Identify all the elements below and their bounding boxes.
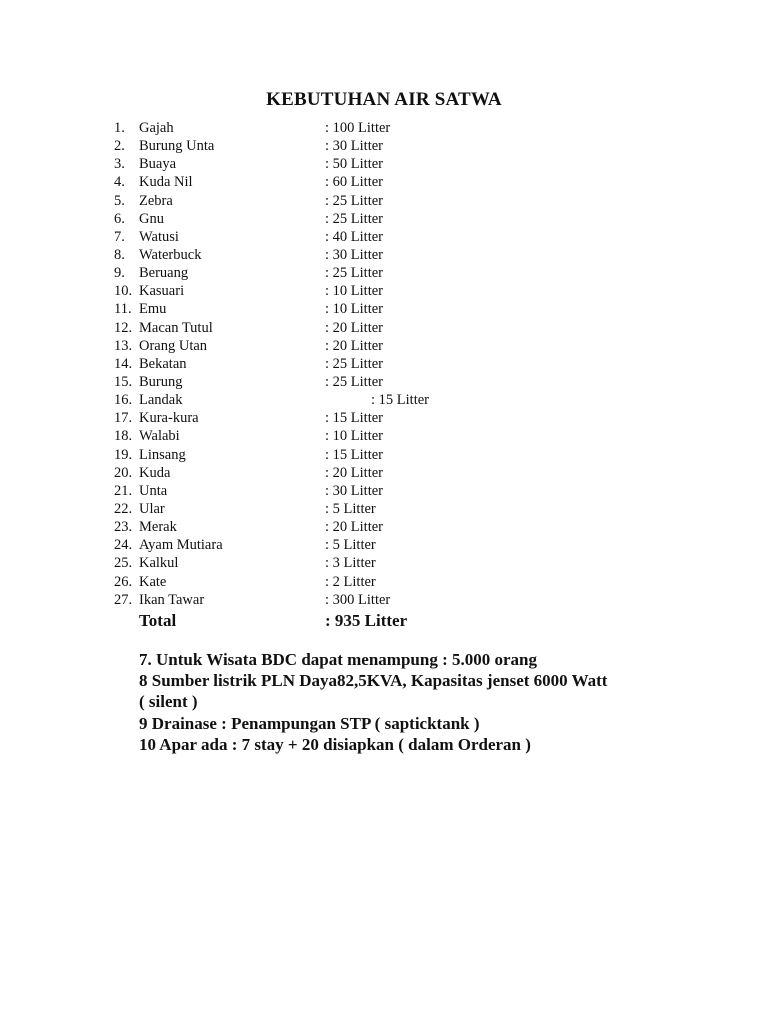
list-item	[0, 173, 768, 191]
list-item	[0, 446, 768, 464]
item-number: 14.	[114, 355, 133, 372]
water-needs-list	[0, 119, 768, 609]
water-amount: : 25 Litter	[325, 265, 383, 282]
water-amount: : 15 Litter	[371, 392, 429, 409]
animal-name: Ular	[139, 500, 165, 517]
item-number: 18.	[114, 428, 133, 445]
item-number: 7.	[114, 228, 125, 245]
animal-name: Orang Utan	[139, 337, 208, 354]
list-item	[0, 464, 768, 482]
item-number: 26.	[114, 573, 133, 590]
water-amount: : 20 Litter	[325, 464, 383, 481]
item-number: 22.	[114, 500, 133, 517]
animal-name: Linsang	[139, 446, 186, 463]
total-value: : 935 Litter	[325, 611, 408, 630]
item-number: 2.	[114, 138, 125, 155]
animal-name: Kalkul	[139, 555, 179, 572]
item-number: 11.	[114, 301, 132, 318]
animal-name: Kura-kura	[139, 410, 199, 427]
item-number: 21.	[114, 482, 133, 499]
animal-name: Buaya	[139, 156, 177, 173]
animal-name: Bekatan	[139, 355, 187, 372]
list-item	[0, 210, 768, 228]
water-amount: : 30 Litter	[325, 138, 383, 155]
water-amount: : 300 Litter	[325, 591, 391, 608]
water-amount: : 2 Litter	[325, 573, 376, 590]
list-item	[0, 482, 768, 500]
water-amount: : 40 Litter	[325, 228, 383, 245]
water-amount: : 25 Litter	[325, 355, 383, 372]
list-item	[0, 155, 768, 173]
animal-name: Kuda Nil	[139, 174, 193, 191]
water-amount: : 60 Litter	[325, 174, 383, 191]
water-amount: : 20 Litter	[325, 519, 383, 536]
animal-name: Ayam Mutiara	[139, 537, 223, 554]
water-amount: : 20 Litter	[325, 337, 383, 354]
list-item	[0, 409, 768, 427]
list-item	[0, 246, 768, 264]
water-amount: : 3 Litter	[325, 555, 376, 572]
water-amount: : 25 Litter	[325, 192, 383, 209]
item-number: 23.	[114, 519, 133, 536]
note-power-source: 8 Sumber listrik PLN Daya82,5KVA, Kapasitas jenset 6000 Watt	[139, 671, 608, 691]
note-fire-extinguisher: 10 Apar ada : 7 stay + 20 disiapkan ( dalam Orderan )	[139, 734, 531, 754]
list-item	[0, 536, 768, 554]
item-number: 3.	[114, 156, 125, 173]
animal-name: Gnu	[139, 210, 164, 227]
animal-name: Walabi	[139, 428, 180, 445]
list-item	[0, 319, 768, 337]
list-item	[0, 554, 768, 572]
animal-name: Kate	[139, 573, 167, 590]
water-amount: : 5 Litter	[325, 537, 376, 554]
water-amount: : 15 Litter	[325, 446, 383, 463]
item-number: 20.	[114, 464, 133, 481]
list-item	[0, 391, 768, 409]
item-number: 12.	[114, 319, 133, 336]
note-power-source-continued: ( silent )	[139, 692, 198, 712]
animal-name: Merak	[139, 519, 177, 536]
animal-name: Zebra	[139, 192, 173, 209]
list-item	[0, 373, 768, 391]
water-amount: : 10 Litter	[325, 283, 383, 300]
animal-name: Kasuari	[139, 283, 185, 300]
item-number: 10.	[114, 283, 133, 300]
list-item	[0, 300, 768, 318]
item-number: 5.	[114, 192, 125, 209]
item-number: 19.	[114, 446, 133, 463]
list-item	[0, 591, 768, 609]
item-number: 4.	[114, 174, 125, 191]
list-item	[0, 282, 768, 300]
list-item	[0, 119, 768, 137]
document-title: KEBUTUHAN AIR SATWA	[266, 89, 502, 110]
water-amount: : 10 Litter	[325, 428, 383, 445]
list-item	[0, 228, 768, 246]
animal-name: Unta	[139, 482, 168, 499]
animal-name: Emu	[139, 301, 167, 318]
animal-name: Beruang	[139, 265, 189, 282]
item-number: 24.	[114, 537, 133, 554]
list-item	[0, 500, 768, 518]
item-number: 17.	[114, 410, 133, 427]
animal-name: Watusi	[139, 228, 179, 245]
item-number: 13.	[114, 337, 133, 354]
list-item	[0, 337, 768, 355]
item-number: 8.	[114, 246, 125, 263]
animal-name: Burung Unta	[139, 138, 215, 155]
item-number: 27.	[114, 591, 133, 608]
note-visitor-capacity: 7. Untuk Wisata BDC dapat menampung : 5.000 orang	[139, 650, 537, 669]
water-amount: : 30 Litter	[325, 246, 383, 263]
item-number: 9.	[114, 265, 125, 282]
notes-section	[139, 649, 739, 755]
list-item	[0, 192, 768, 210]
list-item	[0, 427, 768, 445]
animal-name: Macan Tutul	[139, 319, 213, 336]
animal-name: Ikan Tawar	[139, 591, 205, 608]
animal-name: Waterbuck	[139, 246, 202, 263]
water-amount: : 25 Litter	[325, 210, 383, 227]
water-amount: : 50 Litter	[325, 156, 383, 173]
animal-name: Kuda	[139, 464, 171, 481]
item-number: 15.	[114, 373, 133, 390]
water-amount: : 30 Litter	[325, 482, 383, 499]
list-item	[0, 264, 768, 282]
animal-name: Gajah	[139, 120, 174, 136]
total-label: Total	[139, 611, 177, 630]
animal-name: Burung	[139, 373, 183, 390]
item-number: 16.	[114, 392, 133, 409]
item-number: 6.	[114, 210, 125, 227]
list-item	[0, 518, 768, 536]
water-amount: : 25 Litter	[325, 373, 383, 390]
item-number: 25.	[114, 555, 133, 572]
list-item	[0, 573, 768, 591]
water-amount: : 5 Litter	[325, 500, 376, 517]
water-amount: : 15 Litter	[325, 410, 383, 427]
animal-name: Landak	[139, 392, 183, 409]
item-number: 1.	[114, 120, 125, 136]
list-item	[0, 137, 768, 155]
list-item	[0, 355, 768, 373]
note-drainage: 9 Drainase : Penampungan STP ( sapticktank )	[139, 713, 480, 733]
water-amount: : 10 Litter	[325, 301, 383, 318]
water-amount: : 20 Litter	[325, 319, 383, 336]
water-amount: : 100 Litter	[325, 120, 391, 136]
